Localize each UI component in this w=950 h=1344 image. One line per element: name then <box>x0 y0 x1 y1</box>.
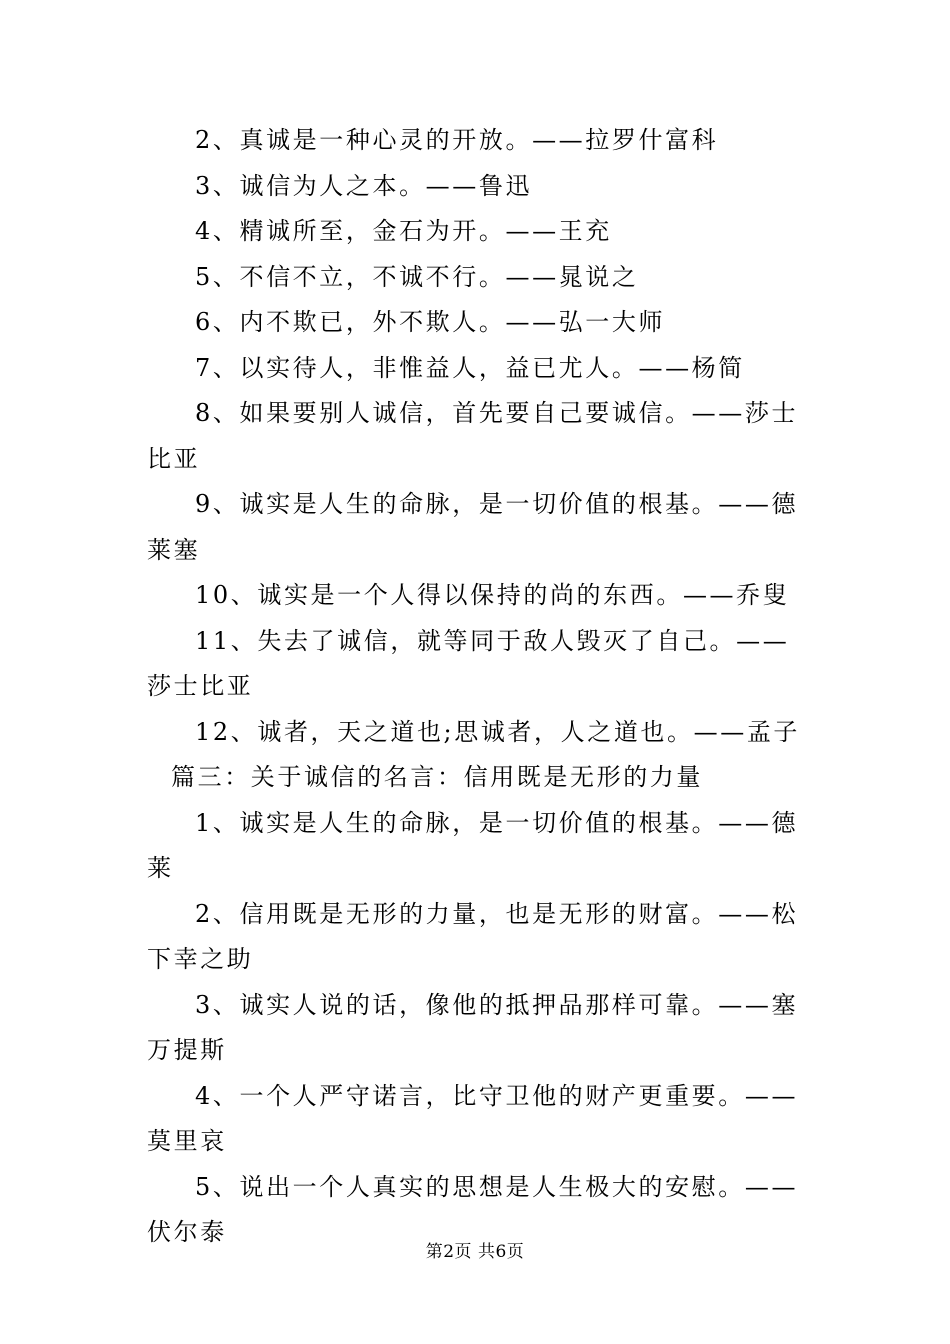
quote-paragraph: 9、诚实是人生的命脉，是一切价值的根基。——德莱塞 <box>147 490 799 564</box>
quote-paragraph: 12、诚者，天之道也;思诚者，人之道也。——孟子 <box>195 717 801 746</box>
quote-paragraph: 8、如果要别人诚信，首先要自己要诚信。——莎士比亚 <box>147 399 799 473</box>
quote-paragraph: 4、精诚所至，金石为开。——王充 <box>195 217 612 245</box>
quote-paragraph: 2、信用既是无形的力量，也是无形的财富。——松下幸之助 <box>147 899 799 973</box>
quote-paragraph: 7、以实待人，非惟益人，益已尤人。——杨简 <box>195 353 745 382</box>
quote-paragraph: 5、说出一个人真实的思想是人生极大的安慰。——伏尔泰 <box>147 1172 799 1246</box>
page-number-footer: 第2页 共6页 <box>425 1242 525 1262</box>
document-body <box>147 118 807 1256</box>
quote-paragraph: 4、一个人严守诺言，比守卫他的财产更重要。——莫里哀 <box>147 1081 799 1155</box>
quote-paragraph: 3、诚实人说的话，像他的抵押品那样可靠。——塞万提斯 <box>147 990 799 1064</box>
quote-paragraph: 5、不信不立，不诚不行。——晁说之 <box>195 262 639 291</box>
quote-paragraph: 3、诚信为人之本。——鲁迅 <box>195 171 533 200</box>
quote-paragraph: 1、诚实是人生的命脉，是一切价值的根基。——德莱 <box>147 808 799 882</box>
quote-paragraph: 2、真诚是一种心灵的开放。——拉罗什富科 <box>195 126 719 154</box>
section-heading: 篇三：关于诚信的名言：信用既是无形的力量 <box>171 763 703 791</box>
quote-paragraph: 11、失去了诚信，就等同于敌人毁灭了自己。——莎士比亚 <box>147 626 790 700</box>
quote-paragraph: 6、内不欺已，外不欺人。——弘一大师 <box>195 308 666 336</box>
quote-paragraph: 10、诚实是一个人得以保持的尚的东西。——乔叟 <box>195 581 790 609</box>
